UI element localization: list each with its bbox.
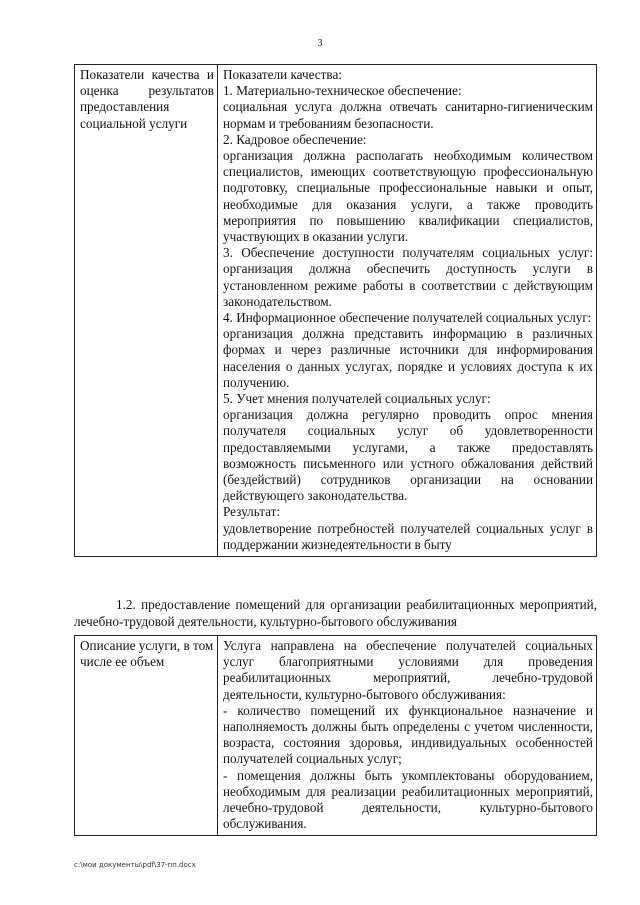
row-label: Показатели качества и оценка результатов предоставления социальной услуги: [75, 65, 218, 557]
paragraph: удовлетворение потребностей получателей социальных услуг в поддержании жизнедеятельности в быту: [223, 520, 593, 552]
paragraph: 5. Учет мнения получателей социальных услуг:: [223, 391, 491, 407]
row-label: Описание услуги, в том числе ее объем: [75, 636, 218, 836]
paragraph: - количество помещений их функциональное назначение и наполняемость должны быть определены с учетом численности, возраста, состояния здоровья, индивидуальных особенностей получателей социальных услуг;: [223, 702, 593, 767]
row-content: [218, 636, 597, 836]
paragraph: организация должна регулярно проводить опрос мнения получателя социальных услуг об удовлетворенности предоставляемыми услугами, а также предоставлять возможность письменного или устного обжалования действий (бездействий) сотрудников организации на основании действующего законодательства.: [223, 407, 593, 504]
table-row: [75, 636, 597, 836]
paragraph: - помещения должны быть укомплектованы оборудованием, необходимым для реализации реабилитационных мероприятий, лечебно-трудовой деятельности, культурно-бытового обслуживания.: [223, 767, 593, 832]
paragraph: 4. Информационное обеспечение получателей социальных услуг:: [223, 310, 592, 326]
paragraph: 3. Обеспечение доступности получателям социальных услуг: организация должна обеспечить доступность услуги в установленном режиме работы в соответствии с действующим законодательством.: [223, 245, 593, 309]
service-description-table: [74, 635, 597, 836]
section-heading-text: 1.2. предоставление помещений для организации реабилитационных мероприятий, лечебно-трудовой деятельности, культурно-бытового обслуживания: [74, 597, 597, 629]
paragraph: Результат:: [223, 504, 281, 520]
paragraph: социальная услуга должна отвечать санитарно-гигиеническим нормам и требованиям безопасности.: [223, 99, 593, 131]
quality-indicators-table: [74, 64, 597, 557]
paragraph: 1. Материально-техническое обеспечение:: [223, 83, 462, 99]
paragraph: организация должна представить информацию в различных формах и через различные источники для информирования населения о данных услугах, порядке и условиях доступа к их получению.: [223, 326, 593, 390]
page-number: 3: [317, 38, 323, 49]
table-row: [75, 65, 597, 557]
paragraph: 2. Кадровое обеспечение:: [223, 131, 367, 147]
footer-file-path: c:\мои документы\pdf\37-пп.docx: [74, 861, 196, 869]
section-heading: [74, 597, 597, 630]
paragraph: Услуга направлена на обеспечение получателей социальных услуг благоприятными условиями для проведения реабилитационных мероприятий, лечебно-трудовой деятельности, культурно-бытового обслуживания:: [223, 638, 593, 702]
row-content: [218, 65, 597, 557]
paragraph: Показатели качества:: [223, 67, 342, 82]
paragraph: организация должна располагать необходимым количеством специалистов, имеющих соответствующую профессиональную подготовку, специальные профессиональные навыки и опыт, необходимые для оказания услуги, а также проводить мероприятия по повышению квалификации специалистов, участвующих в оказании услуги.: [223, 148, 593, 245]
